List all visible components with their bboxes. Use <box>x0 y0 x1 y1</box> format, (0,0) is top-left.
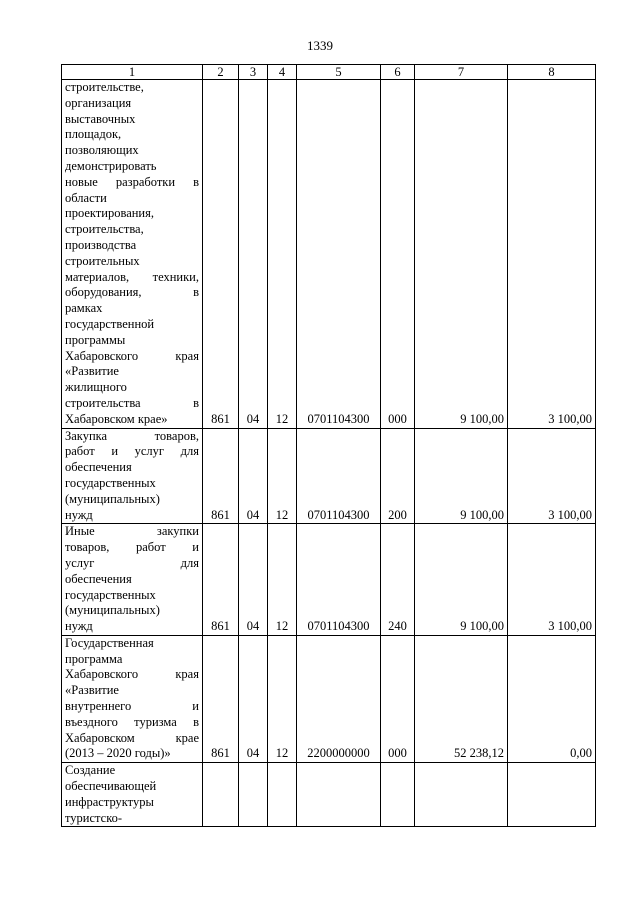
description-line: Создание <box>65 763 116 778</box>
column-header-2: 2 <box>203 65 239 80</box>
description-line: (муниципальных) <box>65 491 160 506</box>
description-line: нужд <box>65 507 93 522</box>
description-line: Государственная <box>65 635 154 650</box>
amount-year-1 <box>415 763 508 827</box>
description-line: товаров, работ и <box>65 540 199 555</box>
expense-type-code: 200 <box>381 428 415 524</box>
target-article-code: 2200000000 <box>297 635 381 762</box>
column-header-8: 8 <box>508 65 596 80</box>
amount-year-2 <box>508 763 596 827</box>
column-header-5: 5 <box>297 65 381 80</box>
description-line: жилищного <box>65 380 127 395</box>
table-row <box>62 763 596 827</box>
subsection-code: 12 <box>268 428 297 524</box>
description-line: обеспечивающей <box>65 779 157 794</box>
table-row <box>62 635 596 762</box>
expense-type-code: 240 <box>381 524 415 636</box>
ministry-code: 861 <box>203 635 239 762</box>
subsection-code <box>268 763 297 827</box>
section-code <box>239 763 268 827</box>
row-description <box>62 763 203 827</box>
description-line: работ и услуг для <box>65 444 199 459</box>
subsection-code: 12 <box>268 80 297 429</box>
amount-year-1: 9 100,00 <box>415 428 508 524</box>
description-line: «Развитие <box>65 683 119 698</box>
description-line: нужд <box>65 619 93 634</box>
description-line: материалов, техники, <box>65 269 199 284</box>
description-line: обеспечения <box>65 460 132 475</box>
ministry-code: 861 <box>203 80 239 429</box>
description-line: Хабаровского края <box>65 667 199 682</box>
description-line: Закупка товаров, <box>65 428 199 443</box>
section-code: 04 <box>239 524 268 636</box>
amount-year-2: 0,00 <box>508 635 596 762</box>
amount-year-1: 52 238,12 <box>415 635 508 762</box>
description-line: услуг для <box>65 555 199 570</box>
description-line: обеспечения <box>65 571 132 586</box>
description-line: «Развитие <box>65 364 119 379</box>
description-line: Иные закупки <box>65 524 199 539</box>
column-header-7: 7 <box>415 65 508 80</box>
description-line: оборудования, в <box>65 285 199 300</box>
table-row <box>62 524 596 636</box>
table-row <box>62 428 596 524</box>
description-line: программы <box>65 332 126 347</box>
target-article-code: 0701104300 <box>297 80 381 429</box>
description-line: (2013 – 2020 годы)» <box>65 746 171 761</box>
amount-year-2: 3 100,00 <box>508 80 596 429</box>
expense-type-code <box>381 763 415 827</box>
description-line: государственных <box>65 587 156 602</box>
description-line: строительных <box>65 253 140 268</box>
description-line: новые разработки в <box>65 174 199 189</box>
page-number: 1339 <box>307 38 333 53</box>
description-line: проектирования, <box>65 206 154 221</box>
expense-type-code: 000 <box>381 80 415 429</box>
description-line: программа <box>65 651 123 666</box>
table-header-row <box>62 65 596 80</box>
row-description <box>62 80 203 429</box>
row-description <box>62 524 203 636</box>
section-code: 04 <box>239 80 268 429</box>
section-code: 04 <box>239 635 268 762</box>
target-article-code: 0701104300 <box>297 428 381 524</box>
row-description <box>62 428 203 524</box>
amount-year-2: 3 100,00 <box>508 524 596 636</box>
description-line: (муниципальных) <box>65 603 160 618</box>
description-line: производства <box>65 237 137 252</box>
row-description <box>62 635 203 762</box>
target-article-code <box>297 763 381 827</box>
description-line: Хабаровском крае <box>65 730 199 745</box>
column-header-4: 4 <box>268 65 297 80</box>
table-body <box>62 80 596 827</box>
amount-year-1: 9 100,00 <box>415 80 508 429</box>
description-line: строительстве, <box>65 80 144 94</box>
amount-year-2: 3 100,00 <box>508 428 596 524</box>
target-article-code: 0701104300 <box>297 524 381 636</box>
description-line: строительства в <box>65 395 199 410</box>
description-line: государственной <box>65 316 155 331</box>
description-line: Хабаровском крае» <box>65 411 168 426</box>
description-line: рамках <box>65 301 103 316</box>
column-header-1: 1 <box>62 65 203 80</box>
description-line: инфраструктуры <box>65 794 154 809</box>
subsection-code: 12 <box>268 635 297 762</box>
description-line: государственных <box>65 475 156 490</box>
description-line: въездного туризма в <box>65 714 199 729</box>
ministry-code: 861 <box>203 428 239 524</box>
description-line: демонстрировать <box>65 158 157 173</box>
table-row <box>62 80 596 429</box>
description-line: площадок, <box>65 127 122 142</box>
amount-year-1: 9 100,00 <box>415 524 508 636</box>
description-line: Хабаровского края <box>65 348 199 363</box>
description-line: выставочных <box>65 111 136 126</box>
ministry-code <box>203 763 239 827</box>
description-line: внутреннего и <box>65 699 199 714</box>
budget-table <box>61 64 596 827</box>
ministry-code: 861 <box>203 524 239 636</box>
description-line: позволяющих <box>65 143 139 158</box>
column-header-3: 3 <box>239 65 268 80</box>
expense-type-code: 000 <box>381 635 415 762</box>
description-line: туристско- <box>65 810 123 825</box>
description-line: строительства, <box>65 222 144 237</box>
description-line: области <box>65 190 107 205</box>
subsection-code: 12 <box>268 524 297 636</box>
description-line: организация <box>65 95 132 110</box>
section-code: 04 <box>239 428 268 524</box>
column-header-6: 6 <box>381 65 415 80</box>
